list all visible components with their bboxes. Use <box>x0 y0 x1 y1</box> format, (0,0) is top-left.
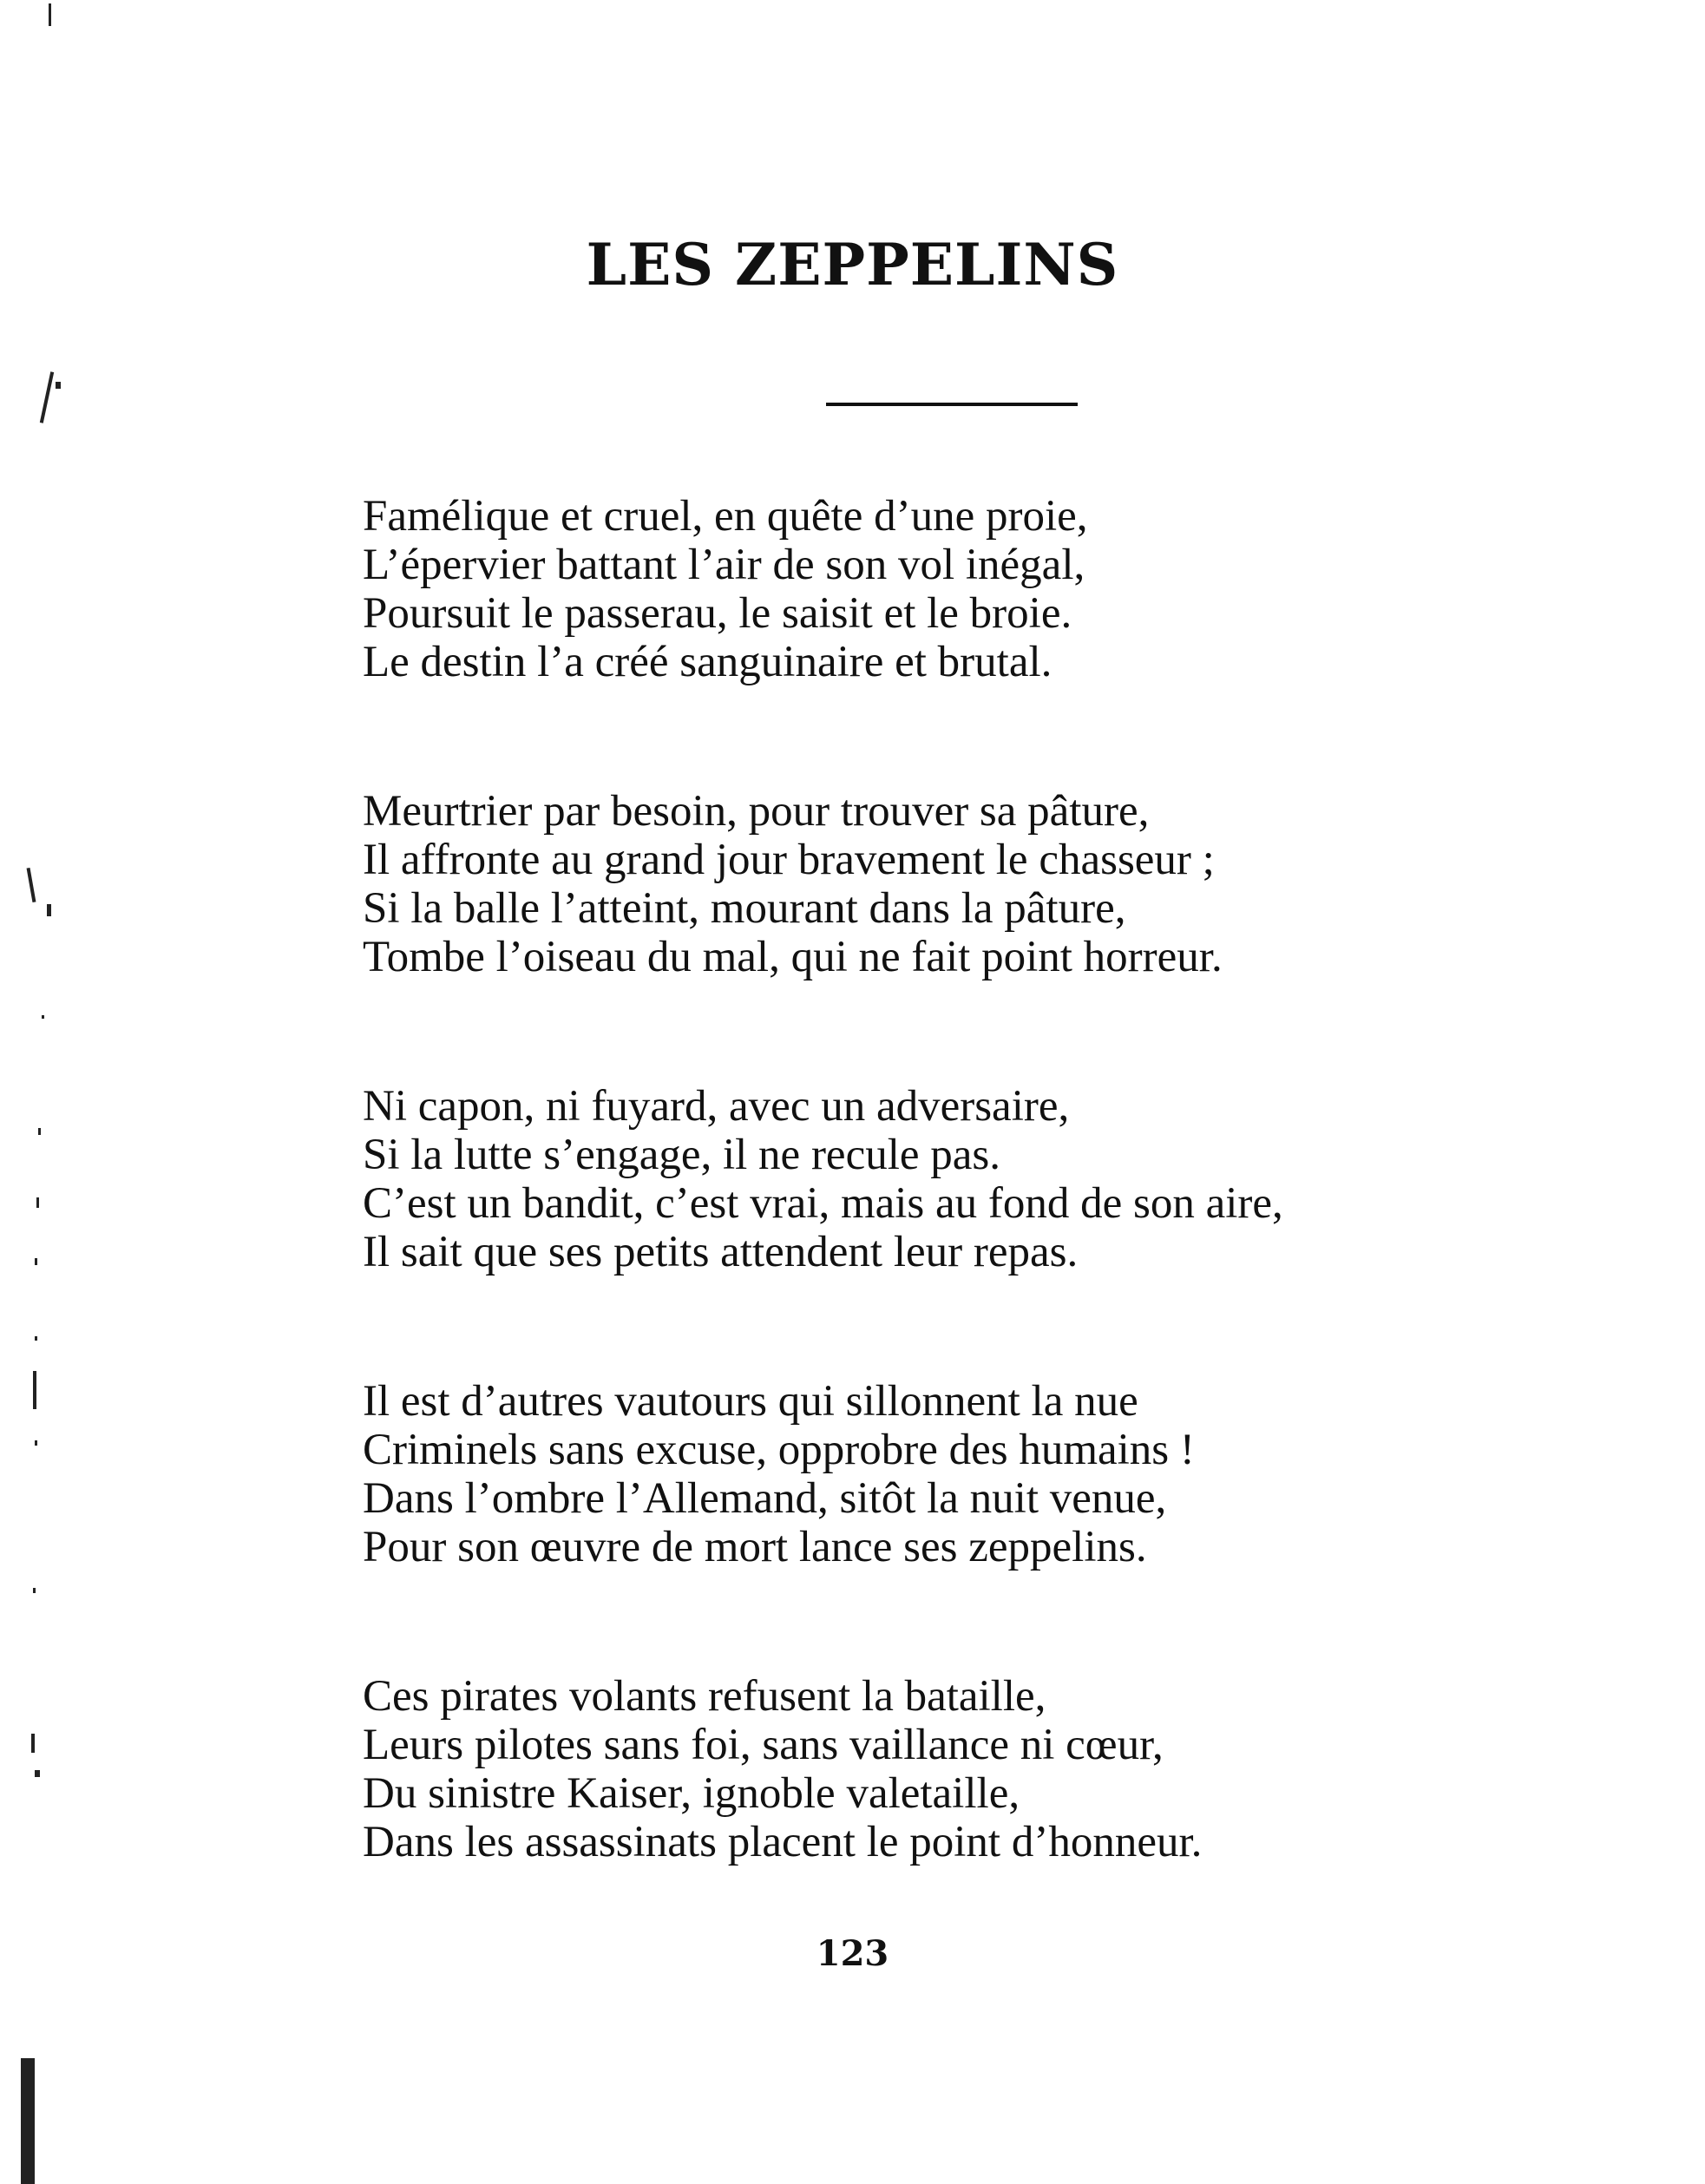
scan-mark <box>21 2058 35 2184</box>
scan-mark <box>33 1371 36 1409</box>
scan-mark <box>36 1197 39 1208</box>
page-number: 123 <box>816 1933 889 1974</box>
poem-line: Meurtrier par besoin, pour trouver sa pâture, <box>363 787 1150 836</box>
scan-mark <box>38 1128 41 1135</box>
scan-mark <box>27 868 36 902</box>
poem-body <box>363 492 1491 1967</box>
poem-line: C’est un bandit, c’est vrai, mais au fond de son aire, <box>363 1179 1283 1228</box>
poem-line: Pour son œuvre de mort lance ses zeppelins. <box>363 1523 1147 1571</box>
poem-line: Si la balle l’atteint, mourant dans la pâture, <box>363 884 1126 933</box>
poem-line: Dans l’ombre l’Allemand, sitôt la nuit venue, <box>363 1474 1167 1523</box>
poem-line: Poursuit le passerau, le saisit et le broie. <box>363 589 1072 638</box>
scan-mark <box>35 1336 37 1341</box>
scan-mark <box>35 1770 40 1777</box>
stanza-5 <box>363 1672 1491 1866</box>
stanza-4 <box>363 1377 1491 1571</box>
poem-line: Il est d’autres vautours qui sillonnent la nue <box>363 1377 1138 1426</box>
stanza-3 <box>363 1082 1491 1276</box>
poem-line: Famélique et cruel, en quête d’une proie, <box>363 492 1088 541</box>
scan-mark <box>31 1734 35 1753</box>
poem-line: Le destin l’a créé sanguinaire et brutal. <box>363 638 1053 686</box>
poem-line: Criminels sans excuse, opprobre des humains ! <box>363 1426 1195 1474</box>
scan-mark <box>35 1258 37 1265</box>
poem-line: Il affronte au grand jour bravement le chasseur ; <box>363 836 1215 884</box>
title-divider <box>826 403 1078 406</box>
scan-mark <box>33 1588 36 1593</box>
scan-mark <box>56 382 61 389</box>
poem-title: LES ZEPPELINS <box>586 231 1119 298</box>
stanza-2 <box>363 787 1491 981</box>
poem-line: Ces pirates volants refusent la bataille, <box>363 1672 1046 1721</box>
scan-mark <box>40 371 54 423</box>
scan-mark <box>42 1015 44 1019</box>
scan-mark <box>35 1440 37 1446</box>
stanza-1 <box>363 492 1491 686</box>
scan-mark <box>47 904 51 916</box>
poem-line: Du sinistre Kaiser, ignoble valetaille, <box>363 1769 1020 1818</box>
poem-line: L’épervier battant l’air de son vol inégal, <box>363 541 1085 589</box>
scan-mark <box>49 3 51 26</box>
poem-line: Il sait que ses petits attendent leur repas. <box>363 1228 1079 1276</box>
poem-line: Ni capon, ni fuyard, avec un adversaire, <box>363 1082 1070 1131</box>
poem-line: Tombe l’oiseau du mal, qui ne fait point horreur. <box>363 933 1223 981</box>
poem-line: Si la lutte s’engage, il ne recule pas. <box>363 1131 1000 1179</box>
poem-line: Leurs pilotes sans foi, sans vaillance ni cœur, <box>363 1721 1164 1769</box>
poem-line: Dans les assassinats placent le point d’honneur. <box>363 1818 1203 1866</box>
